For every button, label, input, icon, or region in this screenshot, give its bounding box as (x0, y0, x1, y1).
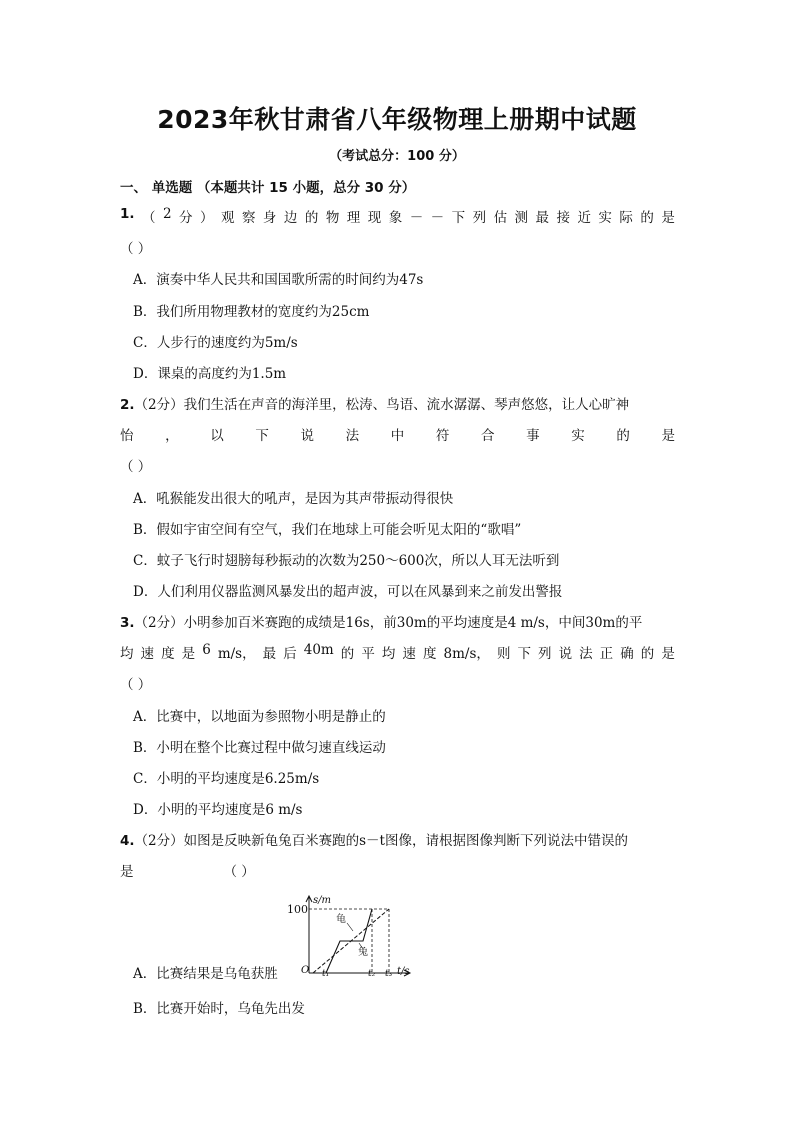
q3-stem-line1: 3.（2分）小明参加百米赛跑的成绩是16s，前30m的平均速度是4 m/s，中间30m的平 (120, 615, 643, 631)
page-subtitle: （考试总分：100 分） (329, 149, 465, 164)
tortoise-label: 龟 (336, 914, 346, 925)
q2-option-a: A．吼猴能发出很大的吼声，是因为其声带振动得很快 (133, 491, 454, 507)
x-tick-t1: t₁ (322, 969, 330, 979)
q4-option-b: B．比赛开始时，乌龟先出发 (133, 1001, 305, 1017)
rabbit-line (326, 909, 372, 973)
origin-label: O (301, 965, 310, 976)
st-graph-figure (285, 893, 425, 981)
q3-option-c: C．小明的平均速度是6.25m/s (133, 771, 320, 787)
q2-stem-line1: 2.（2分）我们生活在声音的海洋里，松涛、鸟语、流水潺潺、琴声悠悠，让人心旷神 (120, 397, 630, 413)
x-axis-label: t/s (397, 966, 410, 977)
q4-stem-line2: 是 （ ） (120, 864, 255, 880)
q2-answer-paren: （ ） (120, 459, 152, 475)
y-axis-label: s/m (313, 895, 331, 906)
q2-option-d: D．人们利用仪器监测风暴发出的超声波，可以在风暴到来之前发出警报 (133, 584, 563, 600)
section-heading: 一、 单选题 （本题共计 15 小题，总分 30 分） (120, 180, 416, 196)
q1-option-d: D．课桌的高度约为1.5m (133, 366, 287, 382)
x-tick-t3: t₃ (385, 969, 393, 979)
q1-option-a: A．演奏中华人民共和国国歌所需的时间约为47s (133, 272, 424, 288)
q1-option-b: B．我们所用物理教材的宽度约为25cm (133, 304, 370, 320)
q1-number: 1. (120, 206, 135, 222)
q1-option-c: C．人步行的速度约为5m/s (133, 335, 298, 351)
q2-stem-line2: 怡 ， 以 下 说 法 中 符 合 事 实 的 是 (120, 428, 675, 444)
q4-option-a: A．比赛结果是乌龟获胜 (133, 966, 278, 982)
x-tick-t2: t₂ (368, 969, 376, 979)
q3-option-d: D．小明的平均速度是6 m/s (133, 802, 303, 818)
label-leader-tortoise (347, 923, 353, 931)
q4-answer-paren: （ ） (223, 864, 255, 880)
page-title: 2023年秋甘肃省八年级物理上册期中试题 (157, 105, 637, 134)
q3-stem-line2: 均 速 度 是 6 m/s， 最 后 40m 的 平 均 速 度 8m/s， 则 下 列 说 法 正 确 的 是 (120, 642, 675, 662)
q1-stem: 1. （ 2 分 ） 观 察 身 边 的 物 理 现 象 － － 下 列 估 测 最 接 近 实 际 的 是 (120, 206, 675, 226)
y-tick-100: 100 (287, 903, 308, 916)
q2-option-b: B．假如宇宙空间有空气，我们在地球上可能会听见太阳的“歌唱” (133, 522, 522, 538)
q3-option-a: A．比赛中，以地面为参照物小明是静止的 (133, 709, 386, 725)
q3-answer-paren: （ ） (120, 677, 152, 693)
q4-stem-line1: 4.（2分）如图是反映新龟兔百米赛跑的s－t图像，请根据图像判断下列说法中错误的 (120, 833, 628, 849)
q2-option-c: C．蚊子飞行时翅膀每秒振动的次数为250～600次，所以人耳无法听到 (133, 553, 560, 569)
rabbit-label: 兔 (358, 947, 368, 958)
q3-option-b: B．小明在整个比赛过程中做匀速直线运动 (133, 740, 386, 756)
q1-answer-paren: （ ） (120, 241, 152, 257)
